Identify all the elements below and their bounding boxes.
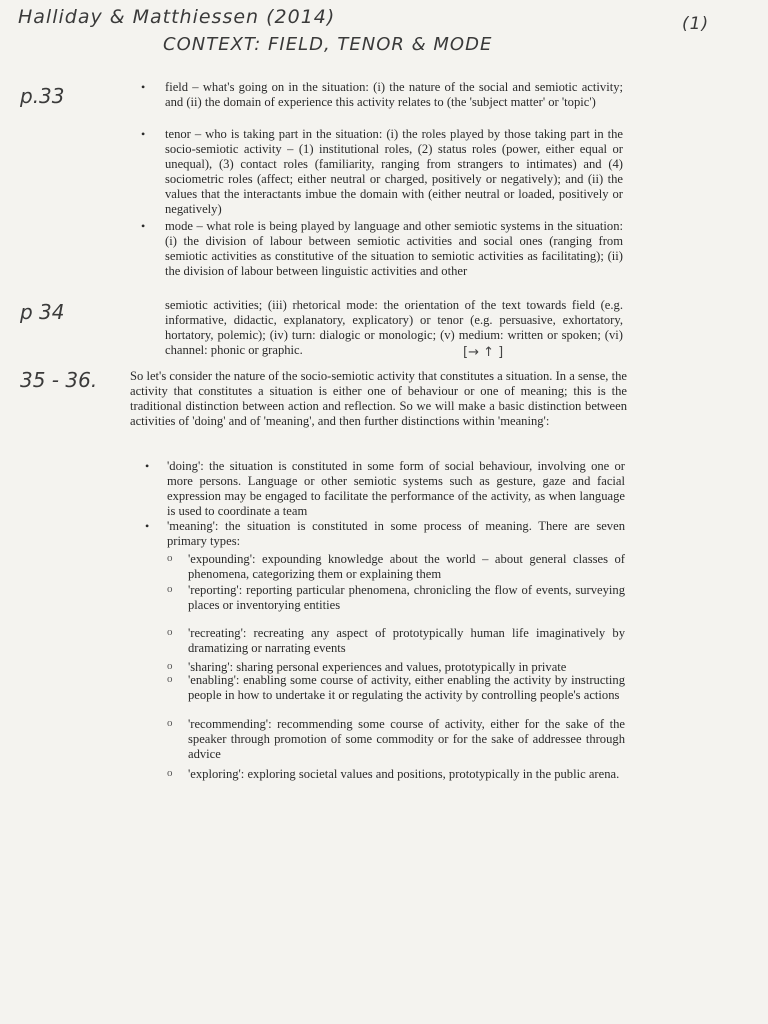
doing-definition: 'doing': the situation is constituted in some form of social behaviour, involving one or more persons. Language or other semiotic systems such as gesture, gaze and facial expression may be engaged to facilitate the performance of the activity, as when language is used to coordinate a team: [167, 459, 625, 519]
circle-bullet: o: [167, 626, 173, 638]
circle-bullet: o: [167, 767, 173, 779]
handwritten-bracket: [→ ↑ ]: [463, 345, 504, 360]
handwritten-title: Halliday & Matthiessen (2014): [18, 6, 336, 28]
circle-bullet: o: [167, 552, 173, 564]
page-marker: (1): [682, 14, 710, 34]
mode-definition: mode – what role is being played by language and other semiotic systems in the situation: (i) the division of labour between semiotic activities and social ones (ranging from semiotic activities as constitutive of the situation to semiotic activities as facilitating); (ii) the division of labour between linguistic activities and other: [165, 219, 623, 279]
subtype-recreating: 'recreating': recreating any aspect of prototypically human life imaginatively by dramatizing or narrating events: [188, 626, 625, 656]
handwritten-subtitle: CONTEXT: FIELD, TENOR & MODE: [163, 34, 493, 55]
subtype-expounding: 'expounding': expounding knowledge about the world – about general classes of phenomena, categorizing them or explaining them: [188, 552, 625, 582]
circle-bullet: o: [167, 583, 173, 595]
tenor-definition: tenor – who is taking part in the situation: (i) the roles played by those taking part in the socio-semiotic activity – (1) institutional roles, (2) status roles (power, either equal or unequal), (3) contact roles (familiarity, ranging from strangers to intimates) and (4) sociometric roles (affect; either neutral or charged, positively or negatively); and (ii) the values that the interactants imbue the domain with (either neutral or loaded, positively or negatively): [165, 127, 623, 217]
subtype-exploring: 'exploring': exploring societal values and positions, prototypically in the public arena.: [188, 767, 620, 781]
body-paragraph: So let's consider the nature of the socio-semiotic activity that constitutes a situation. In a sense, the activity that constitutes a situation is either one of behaviour or one of meaning; this is the traditional distinction between action and reflection. So we will make a basic distinction between activities of 'doing' and of 'meaning', and then further distinctions within 'meaning':: [130, 369, 627, 429]
subtype-recommending: 'recommending': recommending some course of activity, either for the sake of the speaker through promotion of some commodity or for the sake of addressee through advice: [188, 717, 625, 762]
margin-note-p33: p.33: [20, 84, 65, 108]
bullet-field: •: [141, 80, 146, 94]
subtype-reporting: 'reporting': reporting particular phenomena, chronicling the flow of events, surveying places or inventorying entities: [188, 583, 625, 613]
bullet-tenor: •: [141, 127, 146, 141]
circle-bullet: o: [167, 660, 173, 672]
subtype-enabling: 'enabling': enabling some course of activity, either enabling the activity by instructing people in how to undertake it or regulating the activity by controlling people's actions: [188, 673, 625, 703]
mode-definition-continued: semiotic activities; (iii) rhetorical mode: the orientation of the text towards field (e.g. informative, didactic, explanatory, explicatory) or tenor (e.g. persuasive, exhortatory, hortatory, polemic); (iv) turn: dialogic or monologic; (v) medium: written or spoken; (vi) channel: phonic or graphic.: [165, 298, 623, 358]
field-definition: field – what's going on in the situation: (i) the nature of the social and semiotic activity; and (ii) the domain of experience this activity relates to (the 'subject matter' or 'topic'): [165, 80, 623, 110]
meaning-definition: 'meaning': the situation is constituted in some process of meaning. There are seven primary types:: [167, 519, 625, 549]
subtype-sharing: 'sharing': sharing personal experiences and values, prototypically in private: [188, 660, 567, 674]
bullet-doing: •: [145, 459, 150, 473]
bullet-mode: •: [141, 219, 146, 233]
margin-note-p35-36: 35 - 36.: [20, 368, 98, 392]
bullet-meaning: •: [145, 519, 150, 533]
circle-bullet: o: [167, 673, 173, 685]
margin-note-p34: p 34: [20, 300, 65, 324]
circle-bullet: o: [167, 717, 173, 729]
